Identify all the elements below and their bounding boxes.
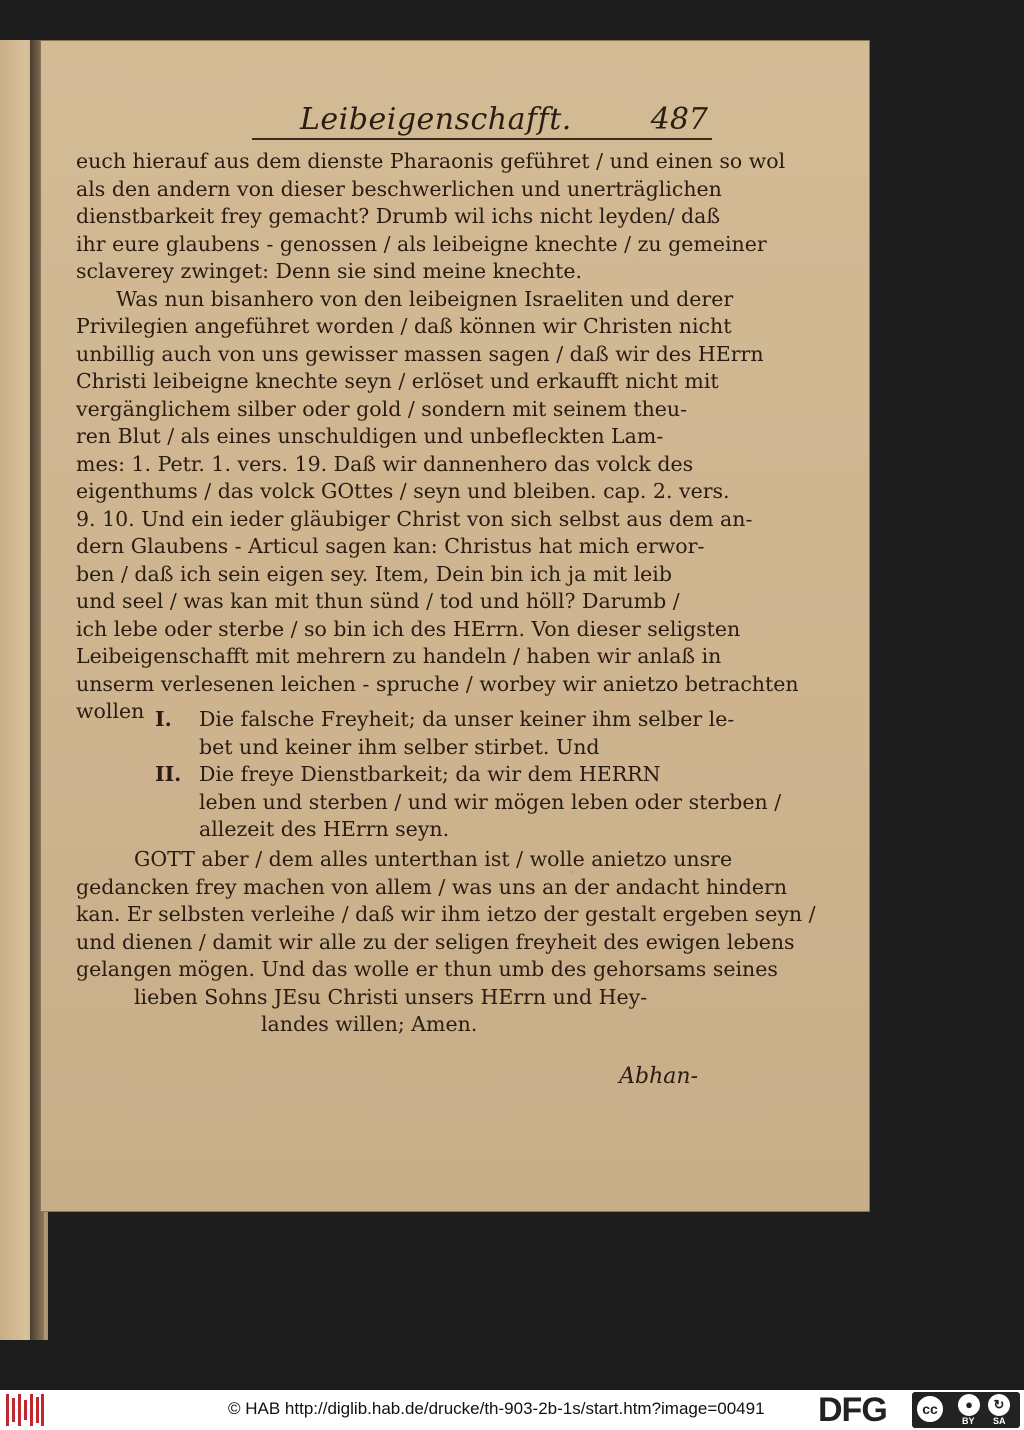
text-line: GOTT aber / dem alles unterthan ist / wolle anietzo unsre [134, 847, 733, 871]
text-line: ich lebe oder sterbe / so bin ich des HErrn. Von dieser seligsten [76, 616, 741, 641]
cc-license-badge[interactable] [912, 1392, 1020, 1428]
list-numeral: I. [155, 707, 172, 731]
page-number: 487 [650, 102, 708, 137]
text-line: kan. Er selbsten verleihe / daß wir ihm ietzo der gestalt ergeben seyn / [76, 902, 816, 926]
text-line: mes: 1. Petr. 1. vers. 19. Daß wir dannenhero das volck des [76, 451, 694, 476]
text-line: Was nun bisanhero von den leibeignen Israeliten und derer [116, 286, 734, 311]
text-line: Christi leibeigne knechte seyn / erlöset und erkaufft nicht mit [76, 369, 719, 393]
text-line: eigenthums / das volck GOttes / seyn und bleiben. cap. 2. vers. [76, 479, 730, 503]
text-line: ben / daß ich sein eigen sey. Item, Dein bin ich ja mit leib [76, 561, 672, 586]
text-line: dienstbarkeit frey gemacht? Drumb wil ichs nicht leyden/ daß [76, 204, 721, 228]
text-line: wollen [76, 699, 145, 723]
credit-link[interactable]: © HAB http://diglib.hab.de/drucke/th-903-2b-1s/start.htm?image=00491 [228, 1399, 765, 1418]
header-rule [252, 138, 712, 140]
list-line: bet und keiner ihm selber stirbet. Und [199, 734, 600, 759]
person-icon: ● [958, 1394, 980, 1416]
list-line: leben und sterben / und wir mögen leben oder sterben / [199, 789, 782, 814]
text-line: ren Blut / als eines unschuldigen und unbefleckten Lam- [76, 424, 664, 448]
text-line: 9. 10. Und ein ieder gläubiger Christ von sich selbst aus dem an- [76, 506, 753, 531]
text-line: sclaverey zwinget: Denn sie sind meine knechte. [76, 259, 582, 283]
text-line: euch hierauf aus dem dienste Pharaonis geführet / und einen so wol [76, 149, 786, 173]
list-line: Die freye Dienstbarkeit; da wir dem HERRN [199, 762, 661, 786]
page-header [252, 96, 712, 140]
share-alike-icon: ↻ [988, 1394, 1010, 1416]
text-line: als den andern von dieser beschwerlichen und unerträglichen [76, 176, 722, 201]
text-line: vergänglichem silber oder gold / sondern mit seinem theu- [76, 396, 688, 421]
dfg-logo[interactable]: DFG [818, 1391, 887, 1429]
text-line: und dienen / damit wir alle zu der seligen freyheit des ewigen lebens [76, 929, 795, 954]
list-item [155, 706, 735, 734]
by-label: BY [962, 1416, 975, 1426]
outline-list [155, 706, 782, 844]
text-line: unbillig auch von uns gewisser massen sagen / daß wir des HErrn [76, 341, 764, 366]
sa-label: SA [993, 1416, 1006, 1426]
text-line: Privilegien angeführet worden / daß können wir Christen nicht [76, 314, 732, 338]
text-line: unserm verlesenen leichen - spruche / worbey wir anietzo betrachten [76, 671, 799, 696]
viewer-footer [0, 1390, 1024, 1430]
text-line: landes willen; Amen. [261, 1012, 478, 1036]
running-head: Leibeigenschafft. [300, 102, 572, 137]
text-line: Leibeigenschafft mit mehrern zu handeln / haben wir anlaß in [76, 644, 722, 668]
list-item [155, 761, 715, 789]
closing-paragraph [76, 846, 816, 1039]
text-line: und seel / was kan mit thun sünd / tod und höll? Darumb / [76, 589, 680, 613]
text-line: lieben Sohns JEsu Christi unsers HErrn und Hey- [134, 984, 648, 1009]
text-line: gelangen mögen. Und das wolle er thun umb des gehorsams seines [76, 957, 778, 981]
catchword: Abhan- [619, 1064, 698, 1089]
list-line: Die falsche Freyheit; da unser keiner ihm selber le- [199, 707, 735, 731]
cc-icon: cc [915, 1394, 945, 1424]
hab-logo-icon[interactable] [6, 1394, 44, 1426]
text-line: gedancken frey machen von allem / was uns an der andacht hindern [76, 874, 788, 899]
text-line: dern Glaubens - Articul sagen kan: Christus hat mich erwor- [76, 534, 705, 558]
text-line: ihr eure glaubens - genossen / als leibeigne knechte / zu gemeiner [76, 231, 767, 256]
list-numeral: II. [155, 762, 182, 786]
list-line: allezeit des HErrn seyn. [199, 817, 450, 841]
body-text [76, 148, 799, 726]
